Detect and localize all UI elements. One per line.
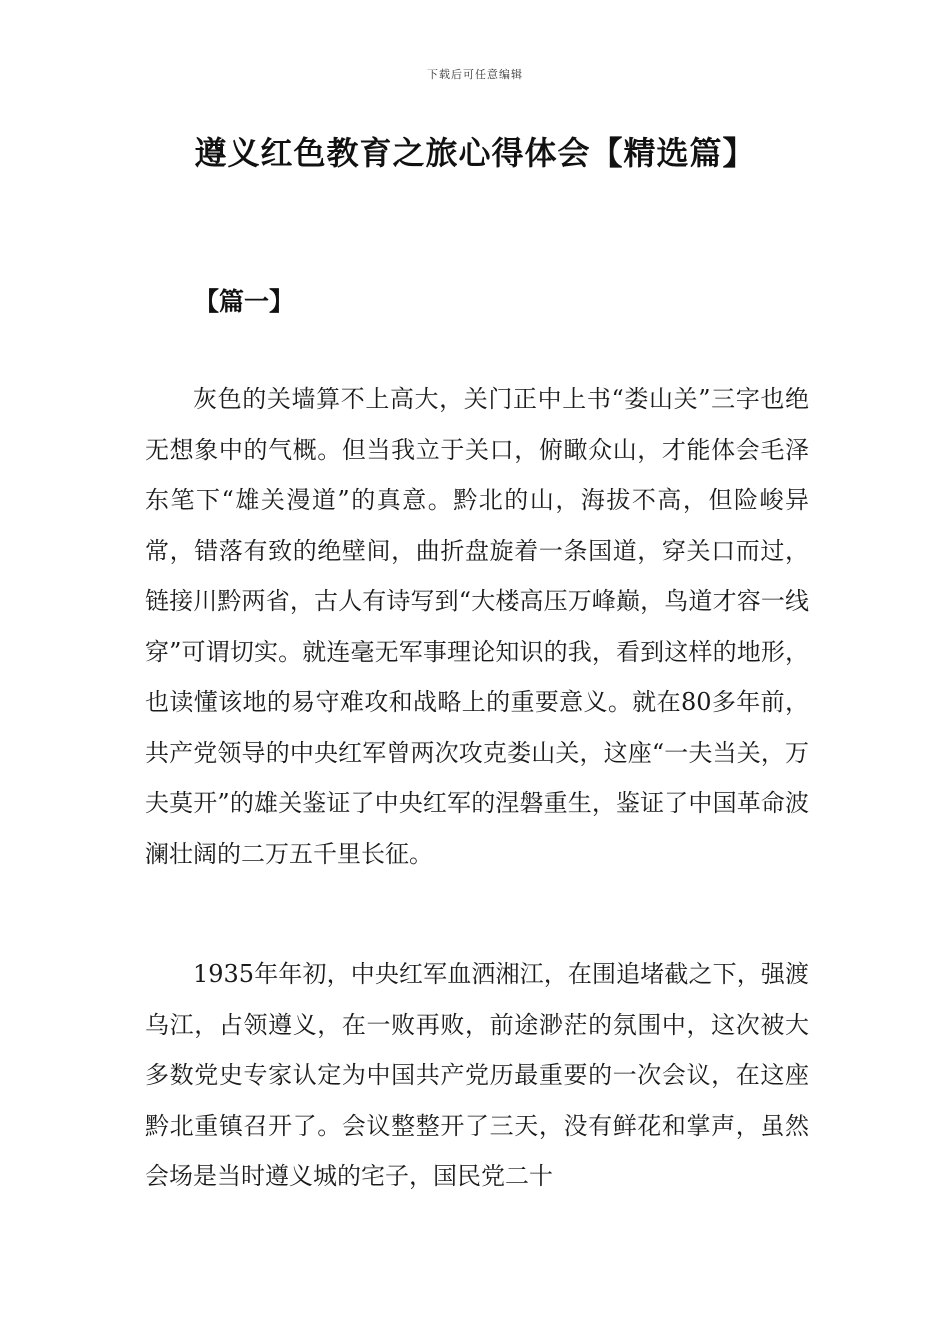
header-note: 下载后可任意编辑 bbox=[427, 68, 523, 81]
body-paragraph-2: 1935年年初，中央红军血洒湘江，在围追堵截之下，强渡乌江，占领遵义，在一败再败，前途渺茫的氛围中，这次被大多数党史专家认定为中国共产党历最重要的一次会议，在这座黔北重镇召开了。会议整整开了三天，没有鲜花和掌声，虽然会场是当时遵义城的宅子，国民党二十 bbox=[145, 960, 809, 1190]
document-title: 遵义红色教育之旅心得体会【精选篇】 bbox=[194, 134, 756, 172]
body-paragraph-1: 灰色的关墙算不上高大，关门正中上书“娄山关”三字也绝无想象中的气概。但当我立于关口，俯瞰众山，才能体会毛泽东笔下“雄关漫道”的真意。黔北的山，海拔不高，但险峻异常，错落有致的绝壁间，曲折盘旋着一条国道，穿关口而过，链接川黔两省，古人有诗写到“大楼高压万峰巅，鸟道才容一线穿”可谓切实。就连毫无军事理论知识的我，看到这样的地形，也读懂该地的易守难攻和战略上的重要意义。就在80多年前，共产党领导的中央红军曾两次攻克娄山关，这座“一夫当关，万夫莫开”的雄关鉴证了中央红军的涅磐重生，鉴证了中国革命波澜壮阔的二万五千里长征。 bbox=[145, 385, 809, 868]
section-heading: 【篇一】 bbox=[194, 287, 295, 316]
